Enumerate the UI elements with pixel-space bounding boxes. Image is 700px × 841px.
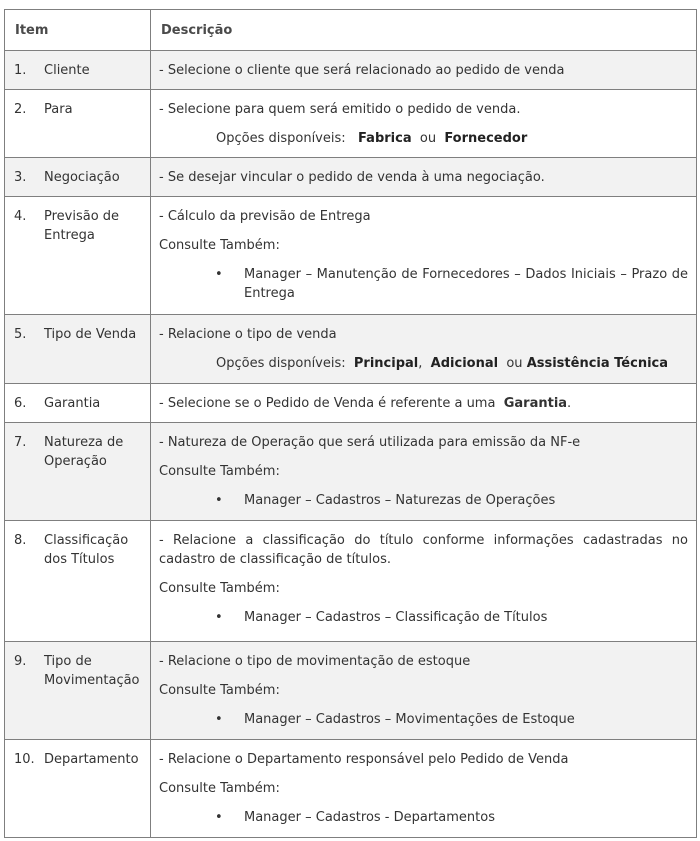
item-description: - Relacione o tipo de venda	[159, 327, 337, 342]
bullet-icon: •	[215, 810, 223, 825]
item-number: 10.	[14, 752, 35, 767]
option-fornecedor: Fornecedor	[444, 131, 528, 146]
item-label: Classificação dos Títulos	[44, 533, 129, 567]
see-also-label: Consulte Também:	[159, 683, 280, 698]
see-also-item: • Manager – Manutenção de Fornecedores – Dados Iniciais – Prazo de Entrega	[215, 267, 688, 301]
item-number: 9.	[14, 654, 27, 669]
item-label: Cliente	[44, 63, 90, 78]
item-description: - Selecione o cliente que será relacionado ao pedido de venda	[159, 63, 565, 78]
item-number: 8.	[14, 533, 27, 548]
item-number: 4.	[14, 209, 27, 224]
item-label: Para	[44, 102, 73, 117]
item-label: Previsão de Entrega	[44, 209, 120, 243]
header-descricao: Descrição	[151, 10, 697, 51]
item-number: 5.	[14, 327, 27, 342]
table-row	[5, 315, 697, 384]
field-description-table	[4, 9, 697, 838]
item-description: - Selecione se o Pedido de Venda é referente a uma Garantia.	[159, 396, 572, 411]
item-label: Negociação	[44, 170, 120, 185]
item-number: 1.	[14, 63, 27, 78]
item-number: 7.	[14, 435, 27, 450]
options-line: Opções disponíveis: Fabrica ou Fornecedor	[216, 131, 528, 146]
option-assistencia-tecnica: Assistência Técnica	[526, 356, 669, 371]
item-description: - Relacione o tipo de movimentação de estoque	[159, 654, 471, 669]
item-label: Natureza de Operação	[44, 435, 124, 469]
table-row	[5, 384, 697, 423]
item-label: Garantia	[44, 396, 101, 411]
options-line: Opções disponíveis: Principal, Adicional ou Assistência Técnica	[216, 356, 669, 371]
bullet-icon: •	[215, 493, 223, 508]
see-also-label: Consulte Também:	[159, 781, 280, 796]
see-also-label: Consulte Também:	[159, 581, 280, 596]
table-row	[5, 158, 697, 197]
option-adicional: Adicional	[430, 356, 499, 371]
item-description: - Natureza de Operação que será utilizada para emissão da NF-e	[159, 435, 581, 450]
see-also-item: • Manager – Cadastros – Naturezas de Operações	[215, 493, 556, 508]
item-description: - Cálculo da previsão de Entrega	[159, 209, 371, 224]
item-description: - Relacione o Departamento responsável pelo Pedido de Venda	[159, 752, 569, 767]
item-number: 2.	[14, 102, 27, 117]
table-row	[5, 521, 697, 642]
see-also-item: • Manager – Cadastros - Departamentos	[215, 810, 495, 825]
item-number: 6.	[14, 396, 27, 411]
item-label: Tipo de Venda	[44, 327, 137, 342]
item-label: Tipo de Movimentação	[44, 654, 140, 688]
header-item: Item	[5, 10, 151, 51]
item-description: - Se desejar vincular o pedido de venda à uma negociação.	[159, 170, 545, 185]
item-label: Departamento	[44, 752, 139, 767]
item-description: - Relacione a classificação do título conforme informações cadastradas no cadastro de classificação de títulos.	[159, 533, 688, 567]
option-fabrica: Fabrica	[358, 131, 412, 146]
garantia-keyword: Garantia	[503, 396, 568, 411]
bullet-icon: •	[215, 610, 223, 625]
table-row	[5, 51, 697, 90]
item-number: 3.	[14, 170, 27, 185]
bullet-icon: •	[215, 267, 223, 282]
item-description: - Selecione para quem será emitido o pedido de venda.	[159, 102, 521, 117]
table-row	[5, 90, 697, 158]
see-also-item: • Manager – Cadastros – Classificação de Títulos	[215, 610, 548, 625]
see-also-label: Consulte Também:	[159, 464, 280, 479]
table-row	[5, 423, 697, 521]
table-row	[5, 642, 697, 740]
see-also-label: Consulte Também:	[159, 238, 280, 253]
see-also-item: • Manager – Cadastros – Movimentações de Estoque	[215, 712, 575, 727]
table-header-row	[5, 10, 697, 51]
bullet-icon: •	[215, 712, 223, 727]
table-row	[5, 197, 697, 315]
table-row	[5, 740, 697, 838]
option-principal: Principal	[353, 356, 419, 371]
